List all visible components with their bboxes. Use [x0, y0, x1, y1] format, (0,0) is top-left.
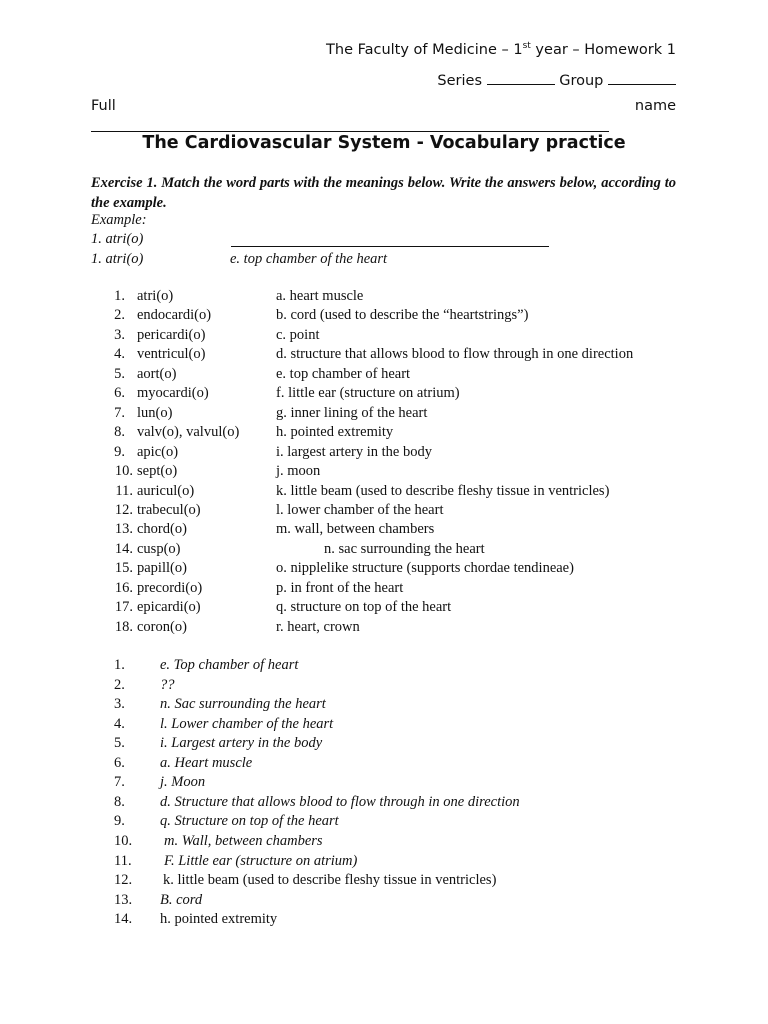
word-part: endocardi(o) — [137, 307, 212, 324]
header-course-line — [326, 42, 676, 58]
meaning: q. structure on top of the heart — [276, 599, 452, 616]
word-part: trabecul(o) — [137, 501, 201, 518]
meaning: b. cord (used to describe the “heartstrings”) — [276, 307, 529, 324]
answer-number: 1. — [114, 657, 125, 673]
answer-text[interactable]: a. Heart muscle — [160, 754, 253, 771]
full-label: Full — [91, 98, 116, 114]
matching-number: 17. — [114, 599, 133, 616]
word-part: ventricul(o) — [137, 346, 206, 363]
word-part: aort(o) — [137, 365, 177, 382]
meaning: o. nipplelike structure (supports chordae tendineae) — [276, 560, 574, 577]
meaning: d. structure that allows blood to flow through in one direction — [276, 346, 634, 363]
word-part: myocardi(o) — [137, 385, 209, 402]
example-line-1: 1. atri(o) — [91, 231, 144, 247]
exercise-instruction: Exercise 1. Match the word parts with the meanings below. Write the answers below, according to the example. — [91, 175, 676, 211]
matching-number: 15. — [114, 560, 133, 577]
answer-number: 13. — [114, 891, 133, 908]
matching-number: 12. — [114, 501, 133, 518]
meaning: c. point — [276, 326, 320, 343]
answer-text[interactable]: e. Top chamber of heart — [160, 657, 299, 673]
example-line-2: 1. atri(o) — [91, 251, 144, 267]
word-part: chord(o) — [137, 521, 187, 538]
meaning: h. pointed extremity — [276, 424, 394, 441]
matching-number: 11. — [115, 482, 133, 499]
series-blank[interactable] — [487, 70, 555, 85]
matching-number: 10. — [114, 463, 133, 480]
meaning: l. lower chamber of the heart — [276, 501, 444, 518]
answer-number: 4. — [114, 715, 125, 732]
example-label — [91, 212, 147, 229]
header-series-group-line — [437, 70, 676, 89]
meaning: e. top chamber of heart — [276, 365, 411, 382]
matching-number: 18. — [114, 618, 133, 635]
matching-number: 3. — [114, 326, 125, 343]
answer-text[interactable]: d. Structure that allows blood to flow through in one direction — [160, 793, 520, 810]
matching-number: 4. — [114, 346, 125, 363]
matching-number: 7. — [114, 404, 125, 421]
meaning: g. inner lining of the heart — [276, 404, 428, 421]
meaning: p. in front of the heart — [276, 579, 404, 596]
matching-number: 8. — [114, 424, 125, 441]
answer-number: 8. — [114, 793, 125, 810]
answer-text[interactable]: l. Lower chamber of the heart — [160, 715, 334, 732]
meaning: r. heart, crown — [276, 618, 360, 635]
full-name-blank[interactable] — [91, 131, 609, 132]
word-part: papill(o) — [137, 560, 187, 577]
answer-number: 11. — [114, 852, 132, 869]
answer-text[interactable]: i. Largest artery in the body — [160, 735, 323, 752]
meaning: j. moon — [276, 463, 321, 480]
answer-text[interactable]: F. Little ear (structure on atrium) — [164, 852, 358, 869]
word-part: sept(o) — [137, 463, 178, 480]
meaning: f. little ear (structure on atrium) — [276, 385, 460, 402]
answer-text[interactable]: k. little beam (used to describe fleshy tissue in ventricles) — [163, 872, 497, 889]
word-part: precordi(o) — [137, 579, 203, 596]
matching-number: 14. — [114, 540, 133, 557]
word-part: atri(o) — [137, 288, 174, 304]
word-part: coron(o) — [137, 618, 187, 635]
word-part: pericardi(o) — [137, 326, 206, 343]
answer-text[interactable]: h. pointed extremity — [160, 911, 278, 928]
answer-text[interactable]: m. Wall, between chambers — [164, 832, 323, 849]
matching-number: 13. — [114, 521, 133, 538]
answer-text[interactable]: j. Moon — [160, 774, 206, 791]
matching-number: 2. — [114, 307, 125, 324]
word-part: valv(o), valvul(o) — [137, 424, 240, 441]
word-part: epicardi(o) — [137, 599, 201, 616]
matching-number: 1. — [114, 288, 125, 304]
word-part: lun(o) — [137, 404, 173, 421]
answer-number: 3. — [114, 696, 125, 713]
answer-number: 10. — [114, 832, 133, 849]
matching-number: 16. — [114, 579, 133, 596]
meaning: i. largest artery in the body — [276, 443, 432, 460]
matching-number: 5. — [114, 365, 125, 382]
answer-text[interactable]: q. Structure on top of the heart — [160, 813, 339, 830]
header-course-prefix: The Faculty of Medicine – 1 — [326, 42, 523, 58]
header-course-sup: st — [522, 41, 531, 52]
document-title: The Cardiovascular System - Vocabulary practice — [142, 133, 626, 153]
meaning: k. little beam (used to describe fleshy tissue in ventricles) — [276, 482, 610, 499]
matching-number: 9. — [114, 443, 125, 460]
series-label: Series — [437, 73, 483, 89]
meaning: m. wall, between chambers — [276, 521, 435, 538]
meaning: n. sac surrounding the heart — [324, 540, 485, 557]
word-part: cusp(o) — [137, 540, 181, 557]
header-course-suffix: year – Homework 1 — [530, 42, 676, 58]
answer-number: 12. — [114, 872, 133, 889]
answer-number: 2. — [114, 676, 125, 693]
word-part: auricul(o) — [137, 482, 195, 499]
answer-text[interactable]: B. cord — [160, 891, 203, 908]
group-blank[interactable] — [608, 70, 676, 85]
answer-number: 14. — [114, 911, 133, 928]
example-label-text: Example — [91, 212, 142, 228]
example-label-colon: : — [141, 212, 147, 228]
answer-number: 7. — [114, 774, 125, 791]
answer-text[interactable]: ?? — [160, 676, 175, 693]
matching-number: 6. — [114, 385, 125, 402]
example-answer-blank[interactable] — [231, 246, 549, 247]
answer-text[interactable]: n. Sac surrounding the heart — [160, 696, 326, 713]
answer-number: 9. — [114, 813, 125, 830]
word-part: apic(o) — [137, 443, 179, 460]
answer-number: 6. — [114, 754, 125, 771]
group-label: Group — [559, 73, 604, 89]
name-label: name — [634, 98, 676, 114]
meaning: a. heart muscle — [276, 288, 364, 304]
answer-number: 5. — [114, 735, 125, 752]
example-answer: e. top chamber of the heart — [230, 251, 388, 267]
